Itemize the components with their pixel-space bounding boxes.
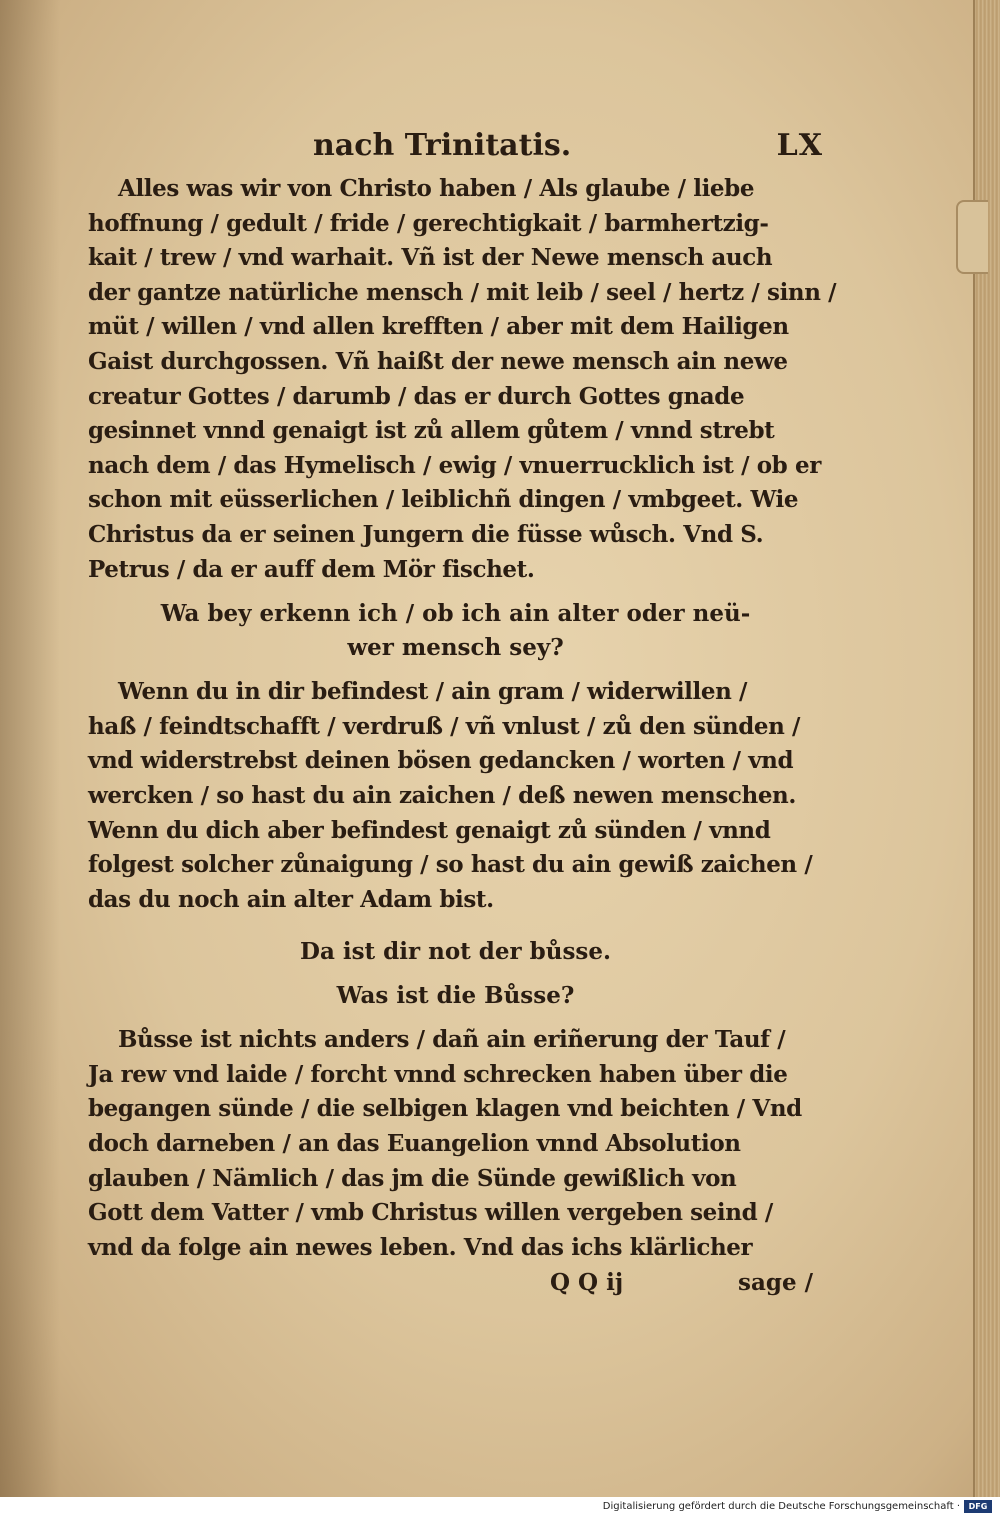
text-line: Wenn du in dir befindest / ain gram / widerwillen / — [118, 678, 748, 706]
text-line: Bůsse ist nichts anders / dañ ain eriñerung der Tauf / — [118, 1026, 786, 1054]
signature-mark: Q Q ij — [550, 1269, 624, 1297]
heading-line: Wa bey erkenn ich / ob ich ain alter oder neü- — [160, 600, 751, 628]
text-line: vnd widerstrebst deinen bösen gedancken / worten / vnd — [88, 747, 794, 775]
page-tab-edge — [956, 200, 988, 274]
text-line: Petrus / da er auff dem Mör fischet. — [88, 555, 535, 583]
paragraph-1 — [88, 172, 837, 587]
text-line: vnd da folge ain newes leben. Vnd das ichs klärlicher — [88, 1233, 753, 1261]
question-heading-1 — [88, 597, 823, 665]
text-line: müt / willen / vnd allen krefften / aber mit dem Hailigen — [88, 313, 789, 341]
footer-bar — [0, 1497, 1000, 1517]
text-line: nach dem / das Hymelisch / ewig / vnuerrucklich ist / ob er — [88, 451, 821, 479]
text-line: hoffnung / gedult / fride / gerechtigkait / barmhertzig- — [88, 209, 769, 237]
text-line: folgest solcher zůnaigung / so hast du ain gewiß zaichen / — [88, 851, 813, 879]
text-line: begangen sünde / die selbigen klagen vnd beichten / Vnd — [88, 1095, 802, 1123]
text-line: gesinnet vnnd genaigt ist zů allem gůtem / vnnd strebt — [88, 417, 775, 445]
statement-heading: Da ist dir not der bůsse. — [300, 938, 611, 966]
dfg-logo-icon: DFG — [964, 1500, 992, 1513]
running-head: nach Trinitatis. — [313, 128, 572, 163]
paragraph-3 — [88, 1023, 823, 1265]
text-line: Gaist durchgossen. Vñ haißt der newe mensch ain newe — [88, 347, 788, 375]
text-line: haß / feindtschafft / verdruß / vñ vnlust / zů den sünden / — [88, 712, 801, 740]
question-heading-2: Was ist die Bůsse? — [336, 982, 575, 1010]
text-line: doch darneben / an das Euangelion vnnd Absolution — [88, 1130, 741, 1158]
heading-line: wer mensch sey? — [347, 634, 564, 662]
catchword: sage / — [738, 1269, 813, 1297]
text-line: glauben / Nämlich / das jm die Sünde gewißlich von — [88, 1164, 737, 1192]
paragraph-2 — [88, 675, 823, 917]
text-line: der gantze natürliche mensch / mit leib / seel / hertz / sinn / — [88, 278, 837, 306]
page-header — [88, 128, 823, 172]
funding-credit: Digitalisierung gefördert durch die Deutsche Forschungsgemeinschaft · — [602, 1501, 960, 1512]
text-block — [88, 128, 837, 1305]
text-line: creatur Gottes / darumb / das er durch Gottes gnade — [88, 382, 745, 410]
text-line: Wenn du dich aber befindest genaigt zů sünden / vnnd — [88, 816, 771, 844]
text-line: schon mit eüsserlichen / leiblichñ dingen / vmbgeet. Wie — [88, 486, 799, 514]
text-line: Christus da er seinen Jungern die füsse wůsch. Vnd S. — [88, 520, 764, 548]
text-line: das du noch ain alter Adam bist. — [88, 885, 494, 913]
text-line: Alles was wir von Christo haben / Als glaube / liebe — [118, 175, 755, 202]
folio-number: LX — [776, 128, 823, 163]
catchline — [88, 1265, 823, 1305]
text-line: Ja rew vnd laide / forcht vnnd schrecken haben über die — [88, 1060, 788, 1088]
text-line: kait / trew / vnd warhait. Vñ ist der Newe mensch auch — [88, 244, 773, 272]
text-line: wercken / so hast du ain zaichen / deß newen menschen. — [88, 781, 796, 809]
text-line: Gott dem Vatter / vmb Christus willen vergeben seind / — [88, 1199, 773, 1227]
